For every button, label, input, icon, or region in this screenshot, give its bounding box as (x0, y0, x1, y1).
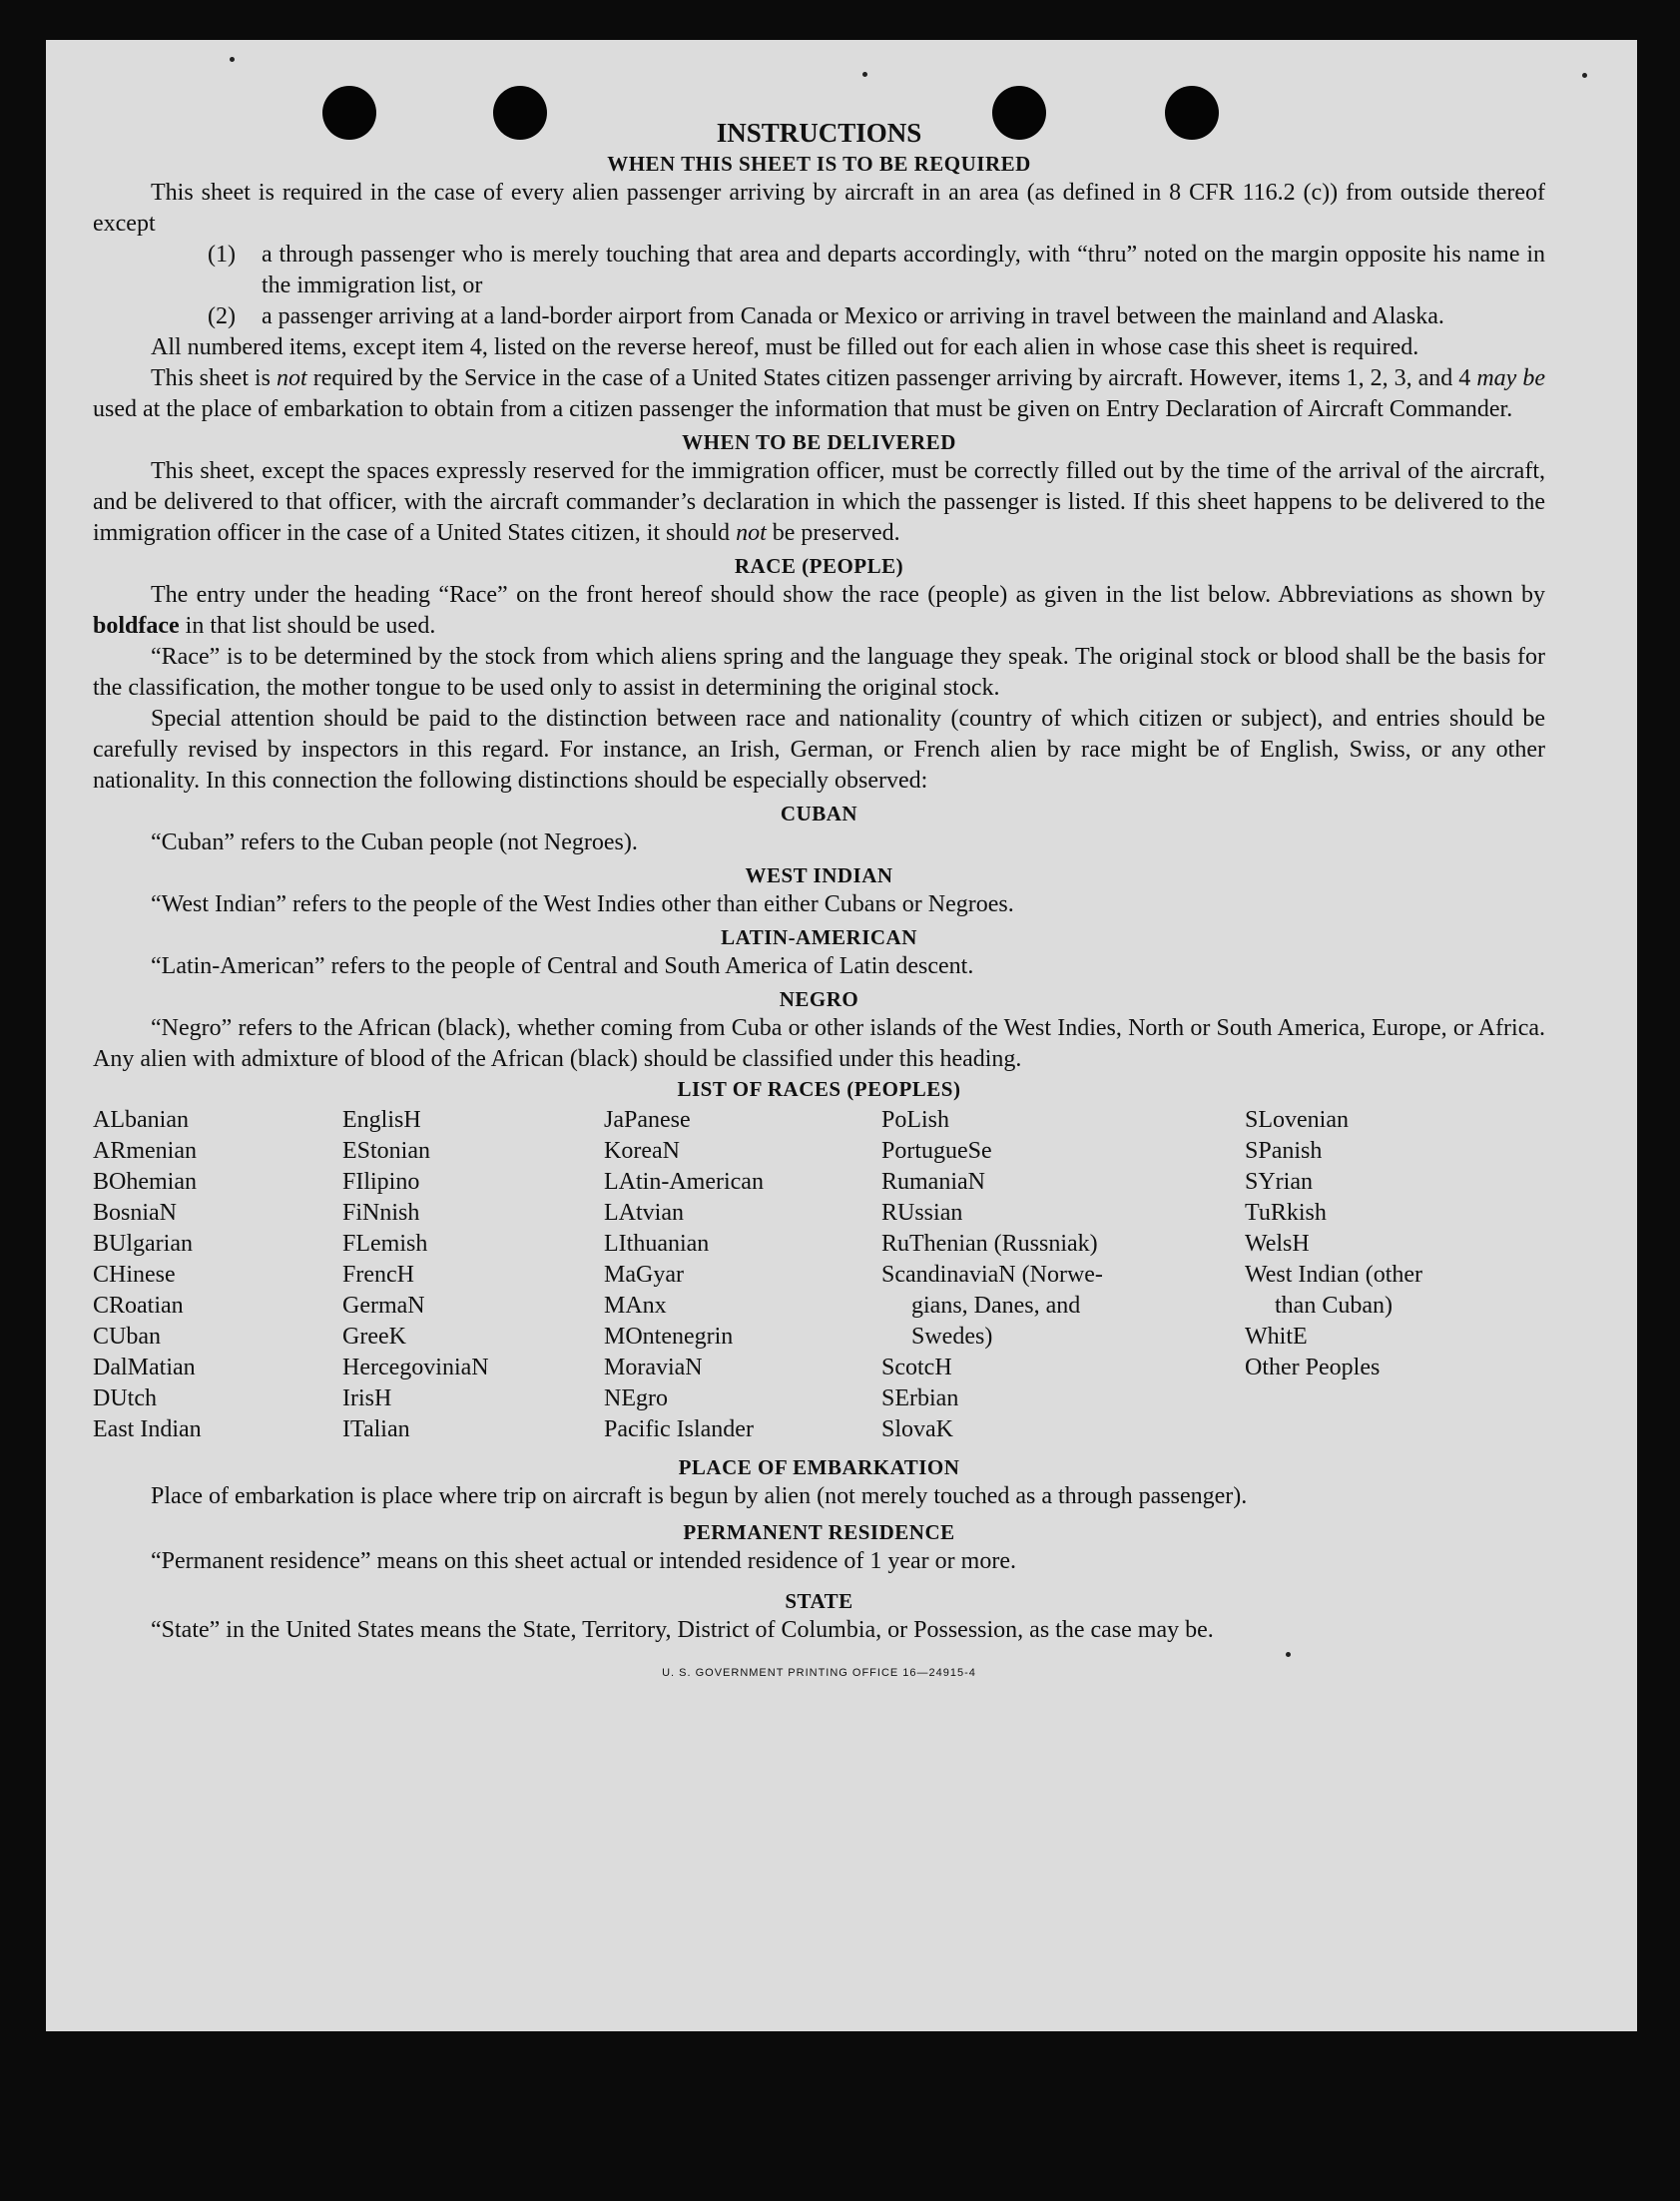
item-text: a through passenger who is merely touching that area and departs accordingly, with “thru” noted on the margin opposite his name in the immigration list, or (262, 242, 1545, 298)
item-number: (1) (208, 242, 236, 268)
race-item: SPanish (1245, 1138, 1323, 1164)
race-item: BosniaN (93, 1200, 177, 1226)
race-item: KoreaN (604, 1138, 680, 1164)
paragraph (93, 580, 1545, 642)
text-run: be preserved. (766, 520, 900, 546)
text-run: The entry under the heading “Race” on the front hereof should show the race (people) as given in the list below. Abbreviations as shown by (151, 582, 1545, 608)
race-item: GermaN (342, 1293, 425, 1319)
race-column (342, 1105, 604, 1445)
section-heading: WHEN TO BE DELIVERED (682, 430, 956, 454)
race-item: LAtvian (604, 1200, 684, 1226)
race-item: MAnx (604, 1293, 667, 1319)
paragraph (93, 456, 1545, 549)
race-item: FIlipino (342, 1169, 420, 1195)
race-item: IrisH (342, 1385, 392, 1411)
race-item: FrencH (342, 1262, 414, 1288)
paragraph: “Cuban” refers to the Cuban people (not Negroes). (151, 829, 638, 855)
race-column (604, 1105, 881, 1445)
section-heading: STATE (785, 1589, 853, 1613)
race-item: MOntenegrin (604, 1324, 734, 1350)
speck (1582, 73, 1587, 78)
race-column (1245, 1105, 1545, 1445)
page-title: INSTRUCTIONS (716, 118, 922, 148)
race-item: than Cuban) (1275, 1293, 1393, 1319)
race-item: BOhemian (93, 1169, 197, 1195)
race-item: SlovaK (881, 1416, 953, 1442)
race-item: East Indian (93, 1416, 202, 1442)
race-item: ITalian (342, 1416, 410, 1442)
section-heading: NEGRO (779, 987, 859, 1011)
race-item: ALbanian (93, 1107, 189, 1133)
race-item: Swedes) (911, 1324, 993, 1350)
section-heading: RACE (PEOPLE) (734, 554, 904, 578)
race-item: SYrian (1245, 1169, 1313, 1195)
race-item: ScotcH (881, 1355, 952, 1380)
text-run: This sheet, except the spaces expressly reserved for the immigration officer, must be correctly filled out by the time of the arrival of the aircraft, and be delivered to that officer, with the aircraft commander’s declaration in which the passenger is listed. If this sheet happens to be delivered to the immigration officer in the case of a United States citizen, it should (93, 458, 1545, 546)
paragraph: “State” in the United States means the State, Territory, District of Columbia, or Possession, as the case may be. (151, 1617, 1214, 1643)
document-body (93, 116, 1545, 1689)
race-item: gians, Danes, and (911, 1293, 1081, 1319)
italic-text: may be (1476, 365, 1545, 391)
text-run: required by the Service in the case of a United States citizen passenger arriving by aircraft. However, items 1, 2, 3, and 4 (306, 365, 1477, 391)
race-item: ScandinaviaN (Norwe- (881, 1262, 1103, 1288)
race-item: RUssian (881, 1200, 963, 1226)
race-item: RumaniaN (881, 1169, 985, 1195)
section-heading: WEST INDIAN (745, 863, 893, 887)
section-heading: PLACE OF EMBARKATION (678, 1455, 960, 1479)
item-number: (2) (208, 303, 236, 329)
race-item: FLemish (342, 1231, 428, 1257)
text-run: in that list should be used. (179, 613, 436, 639)
section-heading: WHEN THIS SHEET IS TO BE REQUIRED (607, 152, 1031, 176)
paragraph: “Race” is to be determined by the stock from which aliens spring and the language they speak. The original stock or blood shall be the basis for the classification, the mother tongue to be used only to assist in determining the original stock. (93, 644, 1545, 701)
paragraph: “Negro” refers to the African (black), whether coming from Cuba or other islands of the West Indies, North or South America, Europe, or Africa. Any alien with admixture of blood of the African (black) should be classified under this heading. (93, 1015, 1545, 1072)
italic-text: not (736, 520, 767, 546)
race-item: EStonian (342, 1138, 430, 1164)
race-item: Pacific Islander (604, 1416, 754, 1442)
race-item: LIthuanian (604, 1231, 710, 1257)
race-item: FiNnish (342, 1200, 420, 1226)
races-list (93, 1105, 1545, 1445)
item-text: a passenger arriving at a land-border airport from Canada or Mexico or arriving in travel between the mainland and Alaska. (262, 303, 1444, 329)
race-item: RuThenian (Russniak) (881, 1231, 1098, 1257)
race-item: WhitE (1245, 1324, 1308, 1350)
race-item: HercegoviniaN (342, 1355, 489, 1380)
printer-imprint: U. S. GOVERNMENT PRINTING OFFICE 16—24915-4 (662, 1667, 976, 1679)
race-item: PortugueSe (881, 1138, 992, 1164)
race-item: EnglisH (342, 1107, 421, 1133)
list-item (208, 240, 1545, 301)
paragraph: Special attention should be paid to the distinction between race and nationality (country of which citizen or subject), and entries should be carefully revised by inspectors in this regard. For instance, an Irish, German, or French alien by race might be of English, Swiss, or any other nationality. In this connection the following distinctions should be especially observed: (93, 706, 1545, 794)
section-heading: PERMANENT RESIDENCE (683, 1520, 955, 1544)
race-item: CHinese (93, 1262, 176, 1288)
race-item: SErbian (881, 1385, 959, 1411)
race-item: Other Peoples (1245, 1355, 1381, 1380)
race-item: DalMatian (93, 1355, 196, 1380)
race-item: SLovenian (1245, 1107, 1349, 1133)
bold-text: boldface (93, 613, 180, 639)
speck (862, 72, 867, 77)
race-item: MaGyar (604, 1262, 684, 1288)
paragraph: “Permanent residence” means on this sheet actual or intended residence of 1 year or more. (151, 1548, 1016, 1574)
text-run: used at the place of embarkation to obtain from a citizen passenger the information that must be given on Entry Declaration of Aircraft Commander. (93, 396, 1513, 422)
race-item: West Indian (other (1245, 1262, 1423, 1288)
race-item: BUlgarian (93, 1231, 193, 1257)
section-heading: CUBAN (780, 802, 858, 825)
paragraph: Place of embarkation is place where trip on aircraft is begun by alien (not merely touched as a through passenger). (151, 1483, 1248, 1509)
paragraph (93, 363, 1545, 425)
section-heading: LATIN-AMERICAN (721, 925, 917, 949)
race-item: WelsH (1245, 1231, 1310, 1257)
race-item: CUban (93, 1324, 161, 1350)
paragraph: “West Indian” refers to the people of the West Indies other than either Cubans or Negroes. (151, 891, 1014, 917)
race-column (881, 1105, 1245, 1445)
race-item: DUtch (93, 1385, 157, 1411)
italic-text: not (277, 365, 307, 391)
list-item (208, 301, 1545, 332)
race-item: LAtin-American (604, 1169, 764, 1195)
paragraph: All numbered items, except item 4, listed on the reverse hereof, must be filled out for each alien in whose case this sheet is required. (151, 334, 1419, 360)
text-run: This sheet is (151, 365, 278, 391)
race-item: PoLish (881, 1107, 950, 1133)
speck (230, 57, 235, 62)
race-column (93, 1105, 342, 1445)
section-heading: LIST OF RACES (PEOPLES) (677, 1077, 961, 1101)
race-item: ARmenian (93, 1138, 197, 1164)
paragraph: This sheet is required in the case of every alien passenger arriving by aircraft in an area (as defined in 8 CFR 116.2 (c)) from outside thereof except (93, 180, 1545, 237)
race-item: GreeK (342, 1324, 406, 1350)
race-item: CRoatian (93, 1293, 184, 1319)
paragraph: “Latin-American” refers to the people of Central and South America of Latin descent. (151, 953, 974, 979)
race-item: NEgro (604, 1385, 668, 1411)
race-item: TuRkish (1245, 1200, 1327, 1226)
race-item: MoraviaN (604, 1355, 703, 1380)
race-item: JaPanese (604, 1107, 691, 1133)
